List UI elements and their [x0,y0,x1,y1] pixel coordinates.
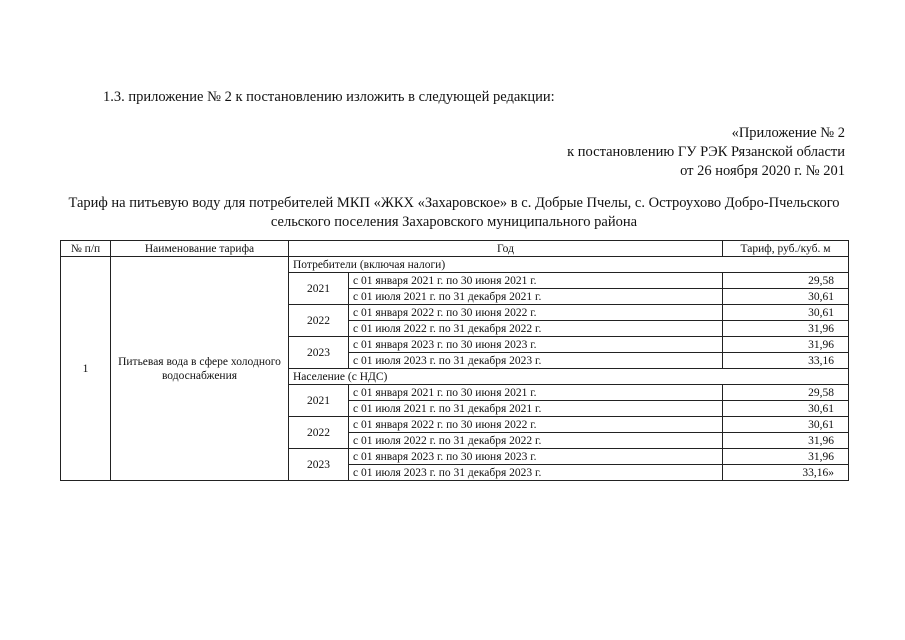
amendment-text: 1.3. приложение № 2 к постановлению изложить в следующей редакции: [103,89,555,105]
period-cell: с 01 января 2021 г. по 30 июня 2021 г. [349,273,723,289]
value-cell: 29,58 [723,273,849,289]
table-header-row [61,241,849,257]
value-cell: 29,58 [723,385,849,401]
value-cell: 30,61 [723,305,849,321]
value-cell: 30,61 [723,417,849,433]
period-cell: с 01 января 2022 г. по 30 июня 2022 г. [349,305,723,321]
period-cell: с 01 января 2023 г. по 30 июня 2023 г. [349,337,723,353]
row-number: 1 [61,257,111,481]
group-label: Население (с НДС) [289,369,849,385]
appendix-line-3: от 26 ноября 2020 г. № 201 [680,163,845,179]
header-name: Наименование тарифа [111,241,289,257]
table-row [61,257,849,273]
appendix-line-1: «Приложение № 2 [731,125,845,141]
header-year: Год [289,241,723,257]
document-title: Тариф на питьевую воду для потребителей МКП «ЖКХ «Захаровское» в с. Добрые Пчелы, с. Остроухово Добро-Пчельского сельского поселения Захаровского муниципального района [68,195,840,230]
year-cell: 2022 [289,417,349,449]
period-cell: с 01 июля 2021 г. по 31 декабря 2021 г. [349,401,723,417]
tariff-table [60,240,849,481]
value-cell: 33,16 [723,353,849,369]
year-cell: 2023 [289,337,349,369]
period-cell: с 01 января 2022 г. по 30 июня 2022 г. [349,417,723,433]
year-cell: 2021 [289,385,349,417]
year-cell: 2023 [289,449,349,481]
year-cell: 2021 [289,273,349,305]
period-cell: с 01 июля 2021 г. по 31 декабря 2021 г. [349,289,723,305]
value-cell: 31,96 [723,433,849,449]
period-cell: с 01 января 2023 г. по 30 июня 2023 г. [349,449,723,465]
appendix-line-2: к постановлению ГУ РЭК Рязанской области [567,144,845,160]
period-cell: с 01 января 2021 г. по 30 июня 2021 г. [349,385,723,401]
value-cell: 31,96 [723,321,849,337]
tariff-name: Питьевая вода в сфере холодного водоснабжения [111,257,289,481]
value-cell: 30,61 [723,401,849,417]
value-cell: 33,16» [723,465,849,481]
value-cell: 31,96 [723,449,849,465]
appendix-header [567,124,845,181]
header-num: № п/п [61,241,111,257]
period-cell: с 01 июля 2022 г. по 31 декабря 2022 г. [349,321,723,337]
value-cell: 31,96 [723,337,849,353]
header-tariff: Тариф, руб./куб. м [723,241,849,257]
period-cell: с 01 июля 2023 г. по 31 декабря 2023 г. [349,465,723,481]
period-cell: с 01 июля 2022 г. по 31 декабря 2022 г. [349,433,723,449]
value-cell: 30,61 [723,289,849,305]
group-label: Потребители (включая налоги) [289,257,849,273]
year-cell: 2022 [289,305,349,337]
period-cell: с 01 июля 2023 г. по 31 декабря 2023 г. [349,353,723,369]
